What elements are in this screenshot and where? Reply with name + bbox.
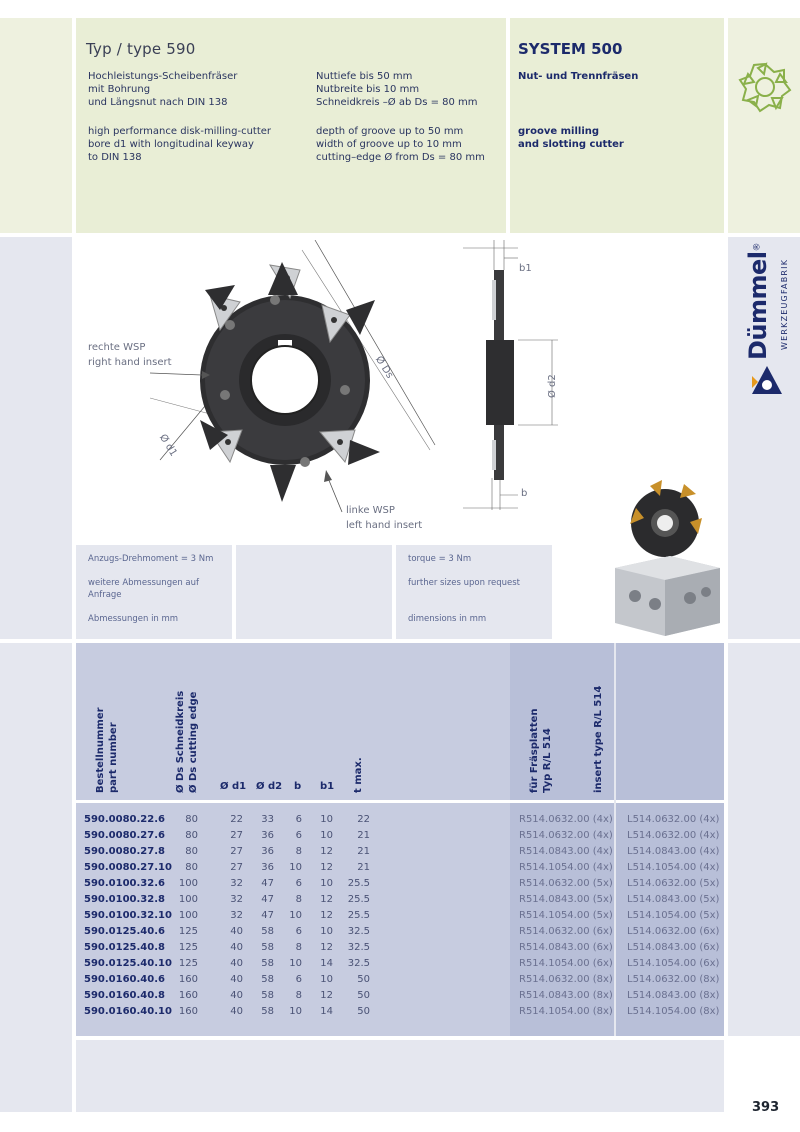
description-de [88, 70, 237, 109]
cell-ds: 80 [185, 814, 198, 825]
torque-de: Anzugs-Drehmoment = 3 Nm [88, 554, 214, 564]
cell-b1: 12 [320, 894, 333, 905]
cell-d2: 58 [261, 926, 274, 937]
cell-b1: 10 [320, 974, 333, 985]
cell-b: 8 [295, 990, 302, 1001]
spec-en-line: cutting–edge Ø from Ds = 80 mm [316, 152, 485, 163]
cell-insert-l: L514.0632.00 (6x) [627, 926, 720, 937]
cell-d1: 32 [230, 910, 243, 921]
cell-insert-l: L514.0632.00 (4x) [627, 814, 720, 825]
cell-b1: 10 [320, 814, 333, 825]
table-row [0, 844, 800, 860]
spec-de-line: Schneidkreis –Ø ab Ds = 80 mm [316, 97, 478, 108]
cell-part: 590.0080.27.10 [84, 862, 172, 873]
cell-b1: 14 [320, 958, 333, 969]
system-logo-icon [736, 58, 794, 116]
info-box-empty [236, 545, 392, 639]
cell-t: 25.5 [347, 878, 370, 889]
cell-t: 25.5 [347, 894, 370, 905]
cell-part: 590.0100.32.8 [84, 894, 165, 905]
cell-t: 32.5 [347, 942, 370, 953]
table-row [0, 988, 800, 1004]
cell-ds: 125 [178, 958, 198, 969]
cell-d2: 58 [261, 990, 274, 1001]
cell-t: 50 [357, 1006, 370, 1017]
header-d2: Ø d2 [256, 781, 283, 792]
table-row [0, 860, 800, 876]
cell-t: 32.5 [347, 926, 370, 937]
cell-d1: 40 [230, 958, 243, 969]
header-part-de: Bestellnummer [95, 707, 106, 793]
product-title: Typ / type 590 [86, 40, 196, 58]
b-dimension-label: b [521, 488, 528, 499]
description-de-line: mit Bohrung [88, 84, 151, 95]
system-sub-en [518, 125, 624, 151]
description-de-line: Hochleistungs-Scheibenfräser [88, 71, 238, 82]
header-insert-de [528, 708, 554, 793]
system-sub-de: Nut- und Trennfräsen [518, 71, 639, 82]
product-photo [610, 478, 725, 638]
cell-d2: 36 [261, 846, 274, 857]
cell-insert-l: L514.0632.00 (5x) [627, 878, 720, 889]
cell-d2: 58 [261, 942, 274, 953]
spec-de-line: Nutbreite bis 10 mm [316, 84, 420, 95]
cell-d1: 27 [230, 830, 243, 841]
cell-part: 590.0080.22.6 [84, 814, 165, 825]
cell-d2: 33 [261, 814, 274, 825]
cell-ds: 125 [178, 942, 198, 953]
description-en [88, 125, 271, 164]
cell-b1: 14 [320, 1006, 333, 1017]
cell-insert-r: R514.0843.00 (5x) [519, 894, 613, 905]
cell-d2: 58 [261, 1006, 274, 1017]
cell-b: 6 [295, 814, 302, 825]
cell-b1: 10 [320, 926, 333, 937]
header-part-number [94, 707, 120, 793]
cell-d2: 47 [261, 910, 274, 921]
page-number: 393 [752, 1100, 780, 1115]
cell-d1: 40 [230, 1006, 243, 1017]
table-row [0, 892, 800, 908]
brand-name: Dümmel [744, 251, 772, 360]
header-ds-de: Ø Ds Schneidkreis [175, 690, 186, 793]
cell-part: 590.0125.40.8 [84, 942, 165, 953]
header-ds [174, 691, 200, 793]
cell-insert-r: R514.0632.00 (5x) [519, 878, 613, 889]
cell-d1: 27 [230, 862, 243, 873]
cell-b1: 12 [320, 990, 333, 1001]
cell-b1: 10 [320, 830, 333, 841]
cell-d1: 22 [230, 814, 243, 825]
cell-insert-r: R514.0843.00 (8x) [519, 990, 613, 1001]
d1-dimension-label: Ø d1 [156, 432, 179, 459]
cell-t: 21 [357, 830, 370, 841]
system-title: SYSTEM 500 [518, 40, 623, 58]
cell-b: 8 [295, 942, 302, 953]
cell-part: 590.0125.40.6 [84, 926, 165, 937]
table-row [0, 972, 800, 988]
cell-insert-l: L514.0632.00 (4x) [627, 830, 720, 841]
cell-ds: 100 [178, 878, 198, 889]
cell-d1: 40 [230, 974, 243, 985]
cell-t: 32.5 [347, 958, 370, 969]
cell-t: 25.5 [347, 910, 370, 921]
cell-ds: 80 [185, 830, 198, 841]
sizes-de-line: Anfrage [88, 590, 122, 600]
header-d1: Ø d1 [220, 781, 247, 792]
torque-en: torque = 3 Nm [408, 554, 472, 564]
spec-en-line: width of groove up to 10 mm [316, 139, 462, 150]
cell-insert-r: R514.1054.00 (5x) [519, 910, 613, 921]
header-insert-de-1: für Fräsplatten [529, 708, 540, 793]
brand-registered: ® [752, 242, 763, 252]
spec-de-line: Nuttiefe bis 50 mm [316, 71, 413, 82]
cell-part: 590.0080.27.6 [84, 830, 165, 841]
cell-ds: 160 [178, 1006, 198, 1017]
cell-part: 590.0080.27.8 [84, 846, 165, 857]
d2-dimension-label: Ø d2 [547, 374, 558, 398]
cell-insert-l: L514.0843.00 (5x) [627, 894, 720, 905]
cell-insert-l: L514.1054.00 (6x) [627, 958, 720, 969]
cell-ds: 160 [178, 990, 198, 1001]
left-insert-label-en: left hand insert [346, 520, 423, 531]
cell-ds: 125 [178, 926, 198, 937]
cell-part: 590.0160.40.10 [84, 1006, 172, 1017]
table-row [0, 876, 800, 892]
left-insert-label [346, 503, 422, 533]
table-row [0, 908, 800, 924]
cutter-front-view [150, 240, 450, 530]
cell-b1: 12 [320, 910, 333, 921]
cell-insert-l: L514.0843.00 (6x) [627, 942, 720, 953]
table-row [0, 1004, 800, 1020]
cell-d1: 40 [230, 926, 243, 937]
cell-t: 22 [357, 814, 370, 825]
cell-ds: 80 [185, 862, 198, 873]
cell-b1: 10 [320, 878, 333, 889]
table-header-bg [76, 643, 510, 800]
header-insert-en [592, 686, 605, 793]
table-row [0, 812, 800, 828]
dims-de: Abmessungen in mm [88, 614, 179, 624]
brand-triangle-icon [750, 364, 784, 396]
cell-b: 10 [289, 910, 302, 921]
cell-ds: 100 [178, 910, 198, 921]
system-sub-en-line: groove milling [518, 126, 600, 137]
cell-b: 6 [295, 974, 302, 985]
brand-tagline: WERKZEUGFABRIK [780, 258, 789, 350]
header-insert-en-label: insert type R/L 514 [593, 685, 604, 793]
cell-ds: 80 [185, 846, 198, 857]
cell-insert-r: R514.1054.00 (6x) [519, 958, 613, 969]
cell-t: 50 [357, 974, 370, 985]
left-insert-arrow [320, 470, 350, 515]
cell-t: 50 [357, 990, 370, 1001]
cell-insert-r: R514.0632.00 (4x) [519, 814, 613, 825]
right-insert-arrow [150, 365, 210, 385]
left-margin-blue [0, 237, 72, 639]
cell-d1: 27 [230, 846, 243, 857]
ds-dimension-label: Ø Ds [372, 354, 395, 381]
cell-insert-l: L514.0632.00 (8x) [627, 974, 720, 985]
cell-d1: 40 [230, 942, 243, 953]
right-insert-label-de: rechte WSP [88, 342, 146, 353]
cell-insert-l: L514.1054.00 (4x) [627, 862, 720, 873]
footer-panel [76, 1040, 724, 1112]
cell-b: 6 [295, 878, 302, 889]
cell-d2: 58 [261, 974, 274, 985]
cell-part: 590.0160.40.6 [84, 974, 165, 985]
cell-d2: 36 [261, 830, 274, 841]
table-body [0, 812, 800, 1024]
cell-b1: 12 [320, 862, 333, 873]
table-row [0, 924, 800, 940]
left-insert-label-de: linke WSP [346, 505, 395, 516]
header-b: b [294, 781, 302, 792]
b1-dimension-label: b1 [519, 263, 532, 274]
cell-part: 590.0160.40.8 [84, 990, 165, 1001]
specs-de [316, 70, 478, 109]
dims-en: dimensions in mm [408, 614, 487, 624]
cell-part: 590.0100.32.10 [84, 910, 172, 921]
header-part-en: part number [108, 722, 119, 793]
description-en-line: high performance disk-milling-cutter [88, 126, 272, 137]
cell-insert-l: L514.1054.00 (8x) [627, 1006, 720, 1017]
cell-insert-l: L514.0843.00 (4x) [627, 846, 720, 857]
cell-insert-r: R514.0843.00 (6x) [519, 942, 613, 953]
cell-insert-r: R514.0632.00 (8x) [519, 974, 613, 985]
cell-b: 10 [289, 862, 302, 873]
right-insert-label-en: right hand insert [88, 357, 172, 368]
cell-ds: 100 [178, 894, 198, 905]
cell-ds: 160 [178, 974, 198, 985]
cell-d2: 36 [261, 862, 274, 873]
cell-insert-l: L514.1054.00 (5x) [627, 910, 720, 921]
spec-en-line: depth of groove up to 50 mm [316, 126, 464, 137]
cell-insert-r: R514.1054.00 (8x) [519, 1006, 613, 1017]
sizes-en: further sizes upon request [408, 578, 521, 588]
table-row [0, 940, 800, 956]
cell-d2: 47 [261, 878, 274, 889]
cell-b: 10 [289, 958, 302, 969]
cell-d1: 40 [230, 990, 243, 1001]
table-row [0, 828, 800, 844]
description-en-line: bore d1 with longitudinal keyway [88, 139, 254, 150]
cell-b: 10 [289, 1006, 302, 1017]
logo-panel [728, 18, 800, 233]
header-insert-de-2: Typ R/L 514 [542, 728, 553, 793]
cell-part: 590.0125.40.10 [84, 958, 172, 969]
cell-insert-l: L514.0843.00 (8x) [627, 990, 720, 1001]
cell-t: 21 [357, 862, 370, 873]
cell-insert-r: R514.0632.00 (4x) [519, 830, 613, 841]
description-de-line: und Längsnut nach DIN 138 [88, 97, 228, 108]
cell-b1: 12 [320, 942, 333, 953]
left-margin-green [0, 18, 72, 233]
info-de [88, 553, 228, 625]
specs-en [316, 125, 485, 164]
table-row [0, 956, 800, 972]
cell-b: 8 [295, 846, 302, 857]
header-b1: b1 [320, 781, 335, 792]
system-sub-en-line: and slotting cutter [518, 139, 624, 150]
description-en-line: to DIN 138 [88, 152, 142, 163]
cell-b: 8 [295, 894, 302, 905]
cell-d1: 32 [230, 894, 243, 905]
photo-workpiece [615, 556, 720, 636]
cell-d2: 47 [261, 894, 274, 905]
cell-b: 6 [295, 926, 302, 937]
cell-b: 6 [295, 830, 302, 841]
photo-cutter [630, 480, 702, 557]
cell-t: 21 [357, 846, 370, 857]
cell-part: 590.0100.32.6 [84, 878, 165, 889]
cell-b1: 12 [320, 846, 333, 857]
header-ds-en: Ø Ds cutting edge [188, 691, 199, 793]
cell-insert-r: R514.1054.00 (4x) [519, 862, 613, 873]
cell-insert-r: R514.0632.00 (6x) [519, 926, 613, 937]
header-t-max-label: t max. [353, 757, 364, 793]
cell-insert-r: R514.0843.00 (4x) [519, 846, 613, 857]
header-t-max [352, 757, 365, 793]
sizes-de-line: weitere Abmessungen auf [88, 578, 199, 588]
cell-d1: 32 [230, 878, 243, 889]
cell-d2: 58 [261, 958, 274, 969]
info-en [408, 553, 548, 625]
